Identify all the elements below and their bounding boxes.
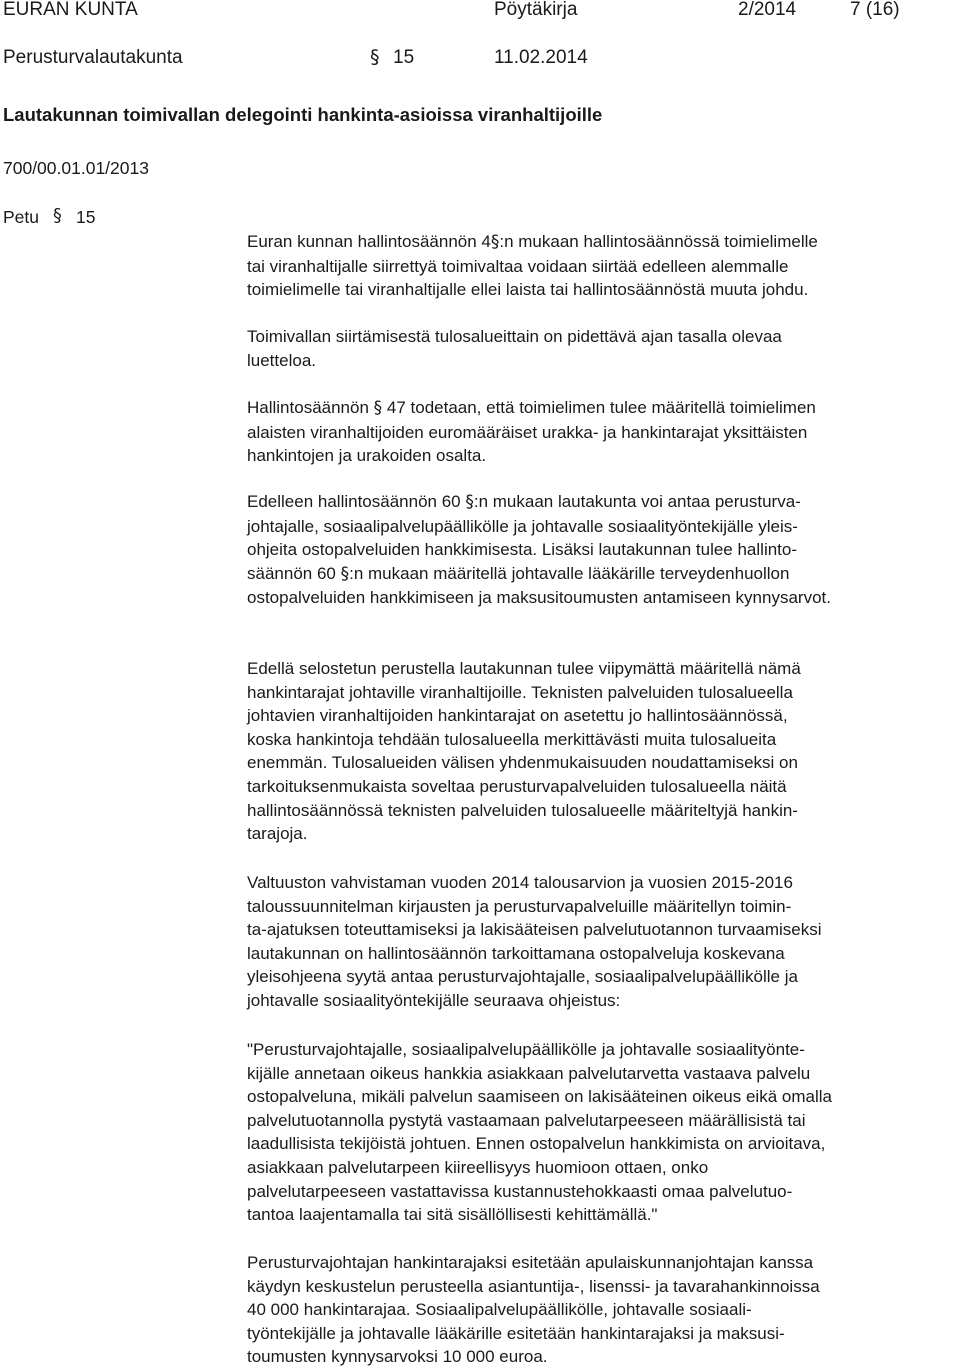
- paragraph: [247, 871, 822, 1013]
- text-segment: käydyn keskustelun perusteella asiantuntija-, lisenssi- ja tavarahankinnoissa: [247, 1276, 820, 1296]
- paragraph-line: [247, 728, 801, 752]
- paragraph-line: [247, 1345, 820, 1369]
- text-segment: palvelutarpeeseen vastattavissa kustannustehokkaasti omaa palvelutuo-: [247, 1181, 793, 1201]
- text-segment: toimielimelle tai viranhaltijalle ellei laista tai hallintosäännöstä muuta johdu.: [247, 280, 809, 300]
- paragraph-line: [247, 515, 831, 539]
- paragraph-line: [247, 799, 801, 823]
- paragraph-line: [247, 325, 782, 349]
- paragraph: [247, 1251, 820, 1369]
- paragraph-line: [247, 421, 816, 445]
- paragraph-line: [247, 255, 818, 279]
- paragraph-line: [247, 657, 801, 681]
- text-segment: enemmän. Tulosalueiden välisen yhdenmukaisuuden noudattamiseksi on: [247, 753, 798, 773]
- board-name: Perusturvalautakunta: [3, 47, 183, 68]
- paragraph: [247, 657, 801, 846]
- petu-number: 15: [76, 207, 96, 227]
- text-segment: tarkoituksenmukaista soveltaa perusturvapalveluiden tulosalueella näitä: [247, 776, 787, 796]
- text-segment: Euran kunnan hallintosäännön 4: [247, 232, 491, 251]
- page-title: Lautakunnan toimivallan delegointi hankinta-asioissa viranhaltijoille: [3, 104, 603, 125]
- text-segment: Edellä selostetun perustella lautakunnan tulee viipymättä määritellä nämä: [247, 659, 801, 678]
- text-segment: hallintosäännössä teknisten palveluiden tulosalueelle määriteltyjä hankin-: [247, 800, 798, 820]
- text-segment: koska hankintoja tehdään tulosalueella merkittävästi muita tulosalueita: [247, 729, 777, 749]
- paragraph-line: [247, 775, 801, 799]
- section-sign: §: [370, 46, 380, 68]
- paragraph-line: [247, 822, 801, 846]
- text-segment: laadullisista tekijöistä johtuen. Ennen ostopalvelun hankkimista on arvioitava,: [247, 1134, 826, 1154]
- paragraph-line: [247, 1109, 832, 1133]
- text-segment: johtavalle sosiaalityöntekijälle seuraava ohjeistus:: [247, 990, 621, 1010]
- paragraph: [247, 230, 818, 302]
- paragraph-line: [247, 989, 822, 1013]
- paragraph-line: [247, 1156, 832, 1180]
- petu-label: Petu: [3, 207, 39, 227]
- paragraph-line: [247, 349, 782, 373]
- paragraph-line: [247, 538, 831, 562]
- text-segment: Hallintosäännön: [247, 398, 374, 417]
- text-segment: yleisohjeena syytä antaa perusturvajohtajalle, sosiaalipalvelupäällikölle ja: [247, 967, 798, 987]
- section-sign: §: [373, 398, 383, 418]
- text-segment: palvelutuotannolla pystytä vastaamaan palvelutarpeeseen määrällisistä tai: [247, 1110, 806, 1130]
- text-segment: tantoa laajentamalla tai sitä sisällöllisesti kehittämällä.": [247, 1205, 658, 1225]
- text-segment: :n mukaan lautakunta voi antaa perusturva-: [473, 492, 801, 511]
- paragraph-line: [247, 1132, 832, 1156]
- paragraph-line: [247, 586, 831, 610]
- paragraph-line: [247, 1322, 820, 1346]
- text-segment: lautakunnan on hallintosäännön tarkoittamana ostopalveluja koskevana: [247, 943, 785, 963]
- section-sign: §: [490, 232, 500, 252]
- text-segment: ta-ajatuksen toteuttamiseksi ja lakisääteisen palvelutuotannon turvaamiseksi: [247, 920, 822, 940]
- paragraph-line: [247, 1180, 832, 1204]
- text-segment: tarajoja.: [247, 824, 308, 844]
- paragraph-line: [247, 1275, 820, 1299]
- paragraph-line: [247, 562, 831, 587]
- paragraph-line: [247, 1062, 832, 1086]
- petu-section-sign: §: [53, 206, 62, 226]
- section-number: 15: [393, 47, 415, 68]
- paragraph: [247, 325, 782, 372]
- paragraph-line: [247, 965, 822, 989]
- text-segment: luetteloa.: [247, 350, 316, 370]
- paragraph: [247, 490, 831, 610]
- paragraph-line: [247, 490, 831, 515]
- paragraph-line: [247, 230, 818, 255]
- text-segment: alaisten viranhaltijoiden euromääräiset urakka- ja hankintarajat yksittäisten: [247, 422, 808, 442]
- paragraph-line: [247, 751, 801, 775]
- text-segment: kijälle annetaan oikeus hankkia asiakkaan palvelutarvetta vastaava palvelu: [247, 1063, 811, 1083]
- section-sign: §: [465, 492, 474, 512]
- paragraph: [247, 396, 816, 468]
- text-segment: hankintojen ja urakoiden osalta.: [247, 446, 487, 466]
- text-segment: hankintarajat johtaville viranhaltijoille. Teknisten palveluiden tulosalueella: [247, 682, 793, 702]
- section-sign: §: [340, 563, 350, 584]
- paragraph-line: [247, 942, 822, 966]
- paragraph-line: [247, 1085, 832, 1109]
- paragraph-line: [247, 444, 816, 468]
- text-segment: Toimivallan siirtämisestä tulosalueittain on pidettävä ajan tasalla olevaa: [247, 327, 782, 346]
- text-segment: :n mukaan määritellä johtavalle lääkärille terveydenhuollon: [349, 563, 790, 583]
- text-segment: ostopalveluiden hankkimiseen ja maksusitoumusten antamiseen kynnysarvot.: [247, 588, 831, 608]
- text-segment: 40 000 hankintarajaa. Sosiaalipalvelupäällikölle, johtavalle sosiaali-: [247, 1300, 752, 1320]
- paragraph-line: [247, 704, 801, 728]
- paragraph-line: [247, 396, 816, 421]
- paragraph-line: [247, 278, 818, 302]
- paragraph-line: [247, 895, 822, 919]
- text-segment: "Perusturvajohtajalle, sosiaalipalvelupäällikölle ja johtavalle sosiaalityönte-: [247, 1040, 805, 1059]
- page-number: 7 (16): [850, 0, 900, 20]
- org-name: EURAN KUNTA: [3, 0, 138, 20]
- text-segment: tai viranhaltijalle siirrettyä toimivaltaa voidaan siirtää edelleen alemmalle: [247, 256, 789, 276]
- text-segment: taloussuunnitelman kirjausten ja perusturvapalveluille määritellyn toimin-: [247, 896, 792, 916]
- text-segment: :n mukaan hallintosäännössä toimielimelle: [499, 232, 818, 251]
- paragraph-line: [247, 681, 801, 705]
- text-segment: Valtuuston vahvistaman vuoden 2014 talousarvion ja vuosien 2015-2016: [247, 873, 793, 892]
- text-segment: työntekijälle ja johtavalle lääkärille esitetään hankintarajaksi ja maksusi-: [247, 1323, 785, 1343]
- text-segment: säännön 60: [247, 563, 341, 583]
- paragraph: [247, 1038, 832, 1227]
- text-segment: johtajalle, sosiaalipalvelupäällikölle ja johtavalle sosiaalityöntekijälle yleis-: [247, 516, 798, 536]
- text-segment: ostopalveluna, mikäli palvelun saamiseen on lakisääteinen oikeus eikä omalla: [247, 1087, 832, 1107]
- text-segment: 47 todetaan, että toimielimen tulee määritellä toimielimen: [382, 398, 816, 417]
- record-id: 700/00.01.01/2013: [3, 158, 149, 178]
- paragraph-line: [247, 1298, 820, 1322]
- meeting-date: 11.02.2014: [494, 47, 588, 68]
- text-segment: ohjeita ostopalveluiden hankkimisesta. Lisäksi lautakunnan tulee hallinto-: [247, 540, 798, 560]
- text-segment: asiakkaan palvelutarpeen kiireellisyys huomioon ottaen, onko: [247, 1157, 709, 1177]
- text-segment: toumusten kynnysarvoksi 10 000 euroa.: [247, 1347, 548, 1367]
- paragraph-line: [247, 871, 822, 895]
- paragraph-line: [247, 1203, 832, 1227]
- text-segment: johtavien viranhaltijoiden hankintarajat on asetettu jo hallintosäännössä,: [247, 706, 788, 726]
- paragraph-line: [247, 1038, 832, 1062]
- paragraph-line: [247, 918, 822, 942]
- text-segment: Perusturvajohtajan hankintarajaksi esitetään apulaiskunnanjohtajan kanssa: [247, 1253, 814, 1272]
- text-segment: Edelleen hallintosäännön 60: [247, 492, 466, 511]
- doc-number: 2/2014: [738, 0, 797, 20]
- paragraph-line: [247, 1251, 820, 1275]
- doc-type: Pöytäkirja: [494, 0, 578, 20]
